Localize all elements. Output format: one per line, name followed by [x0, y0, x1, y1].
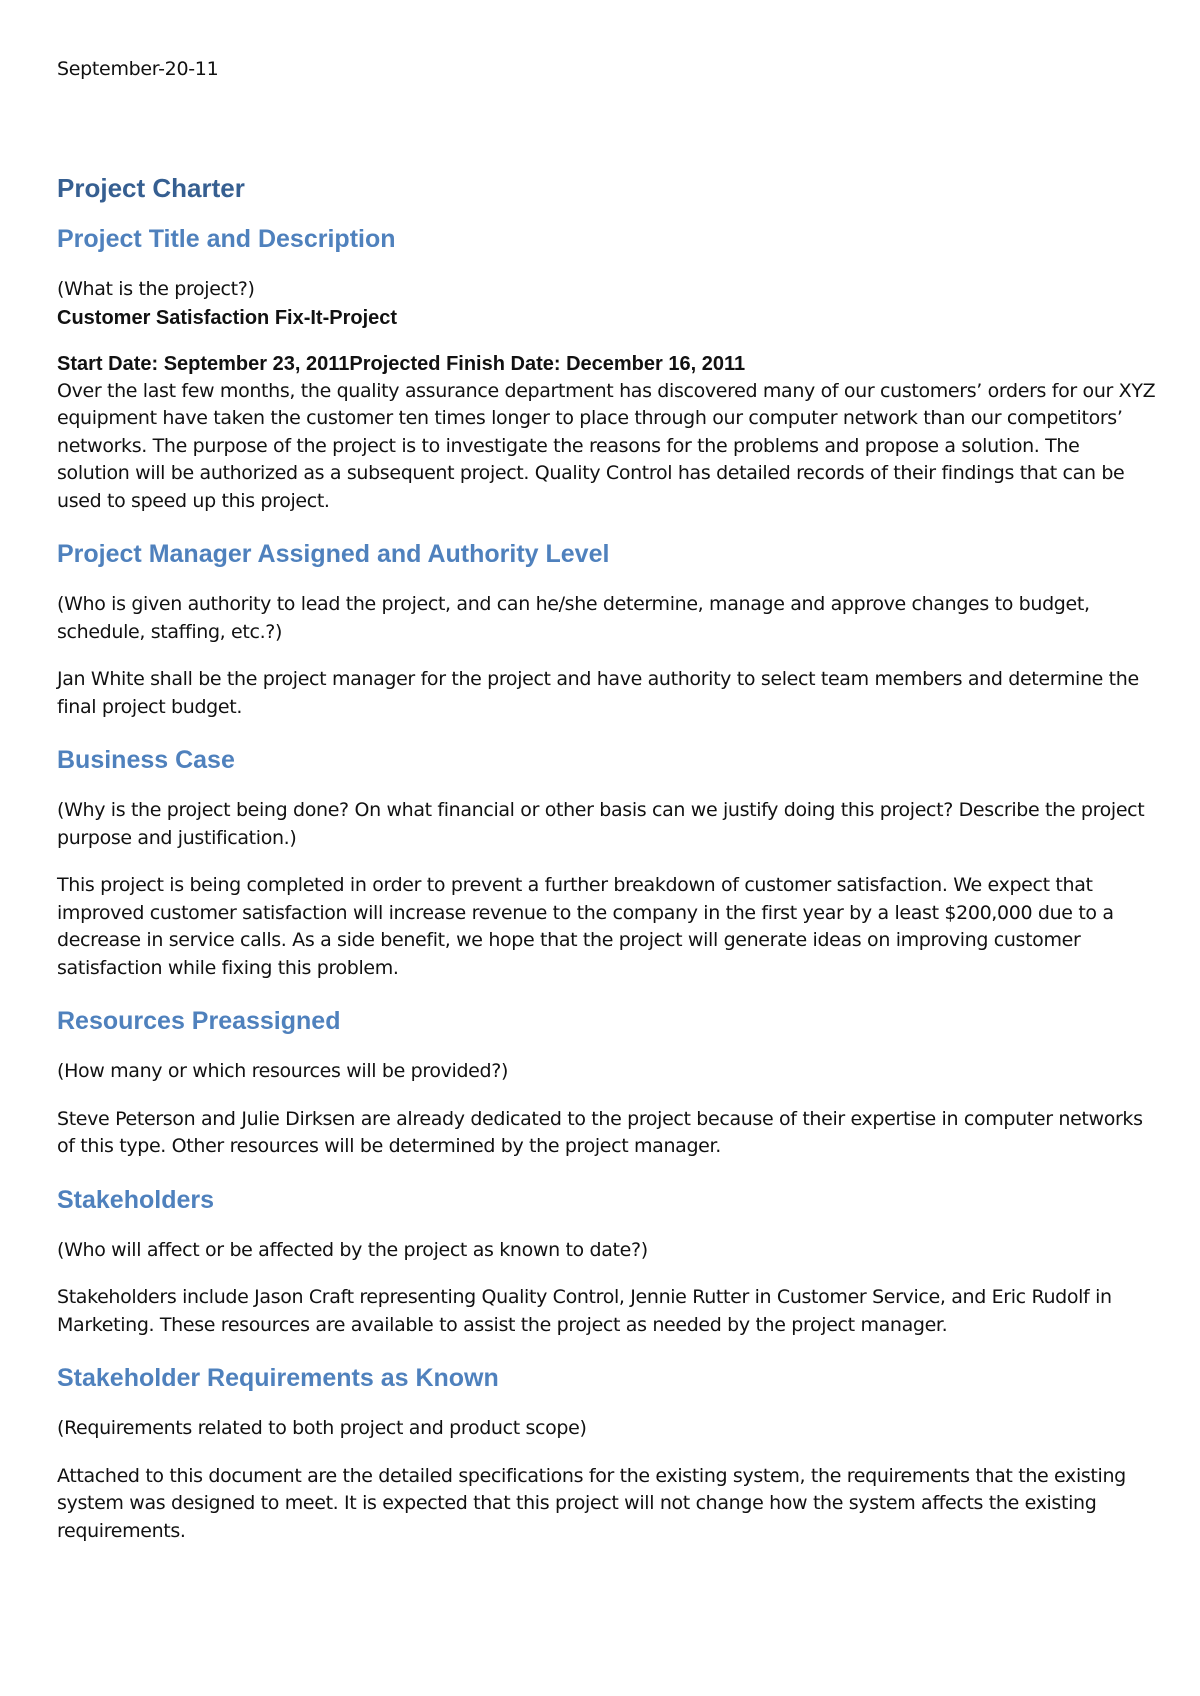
- section-resources: [57, 1006, 1157, 1161]
- section-body: Jan White shall be the project manager for the project and have authority to select team members and determine the final project budget.: [57, 668, 1139, 718]
- project-name: Customer Satisfaction Fix-It-Project: [57, 306, 398, 329]
- section-heading: Business Case: [57, 746, 235, 774]
- section-title-description: [57, 224, 1157, 515]
- section-body: Steve Peterson and Julie Dirksen are already dedicated to the project because of their expertise in computer networks of this type. Other resources will be determined by the project manager.: [57, 1107, 1143, 1157]
- section-heading: Stakeholder Requirements as Known: [57, 1364, 499, 1392]
- document-content: [57, 172, 1157, 1565]
- section-stakeholders: [57, 1185, 1157, 1340]
- section-heading: Resources Preassigned: [57, 1007, 341, 1035]
- section-prompt: (What is the project?): [57, 278, 255, 300]
- section-prompt: (Who will affect or be affected by the project as known to date?): [57, 1238, 648, 1261]
- section-heading: Project Title and Description: [57, 225, 396, 253]
- project-dates: Start Date: September 23, 2011Projected Finish Date: December 16, 2011: [57, 352, 746, 375]
- section-prompt: (How many or which resources will be provided?): [57, 1060, 509, 1082]
- section-manager: [57, 539, 1157, 721]
- section-prompt: (Requirements related to both project and product scope): [57, 1417, 587, 1439]
- section-business-case: [57, 745, 1157, 982]
- section-body: Stakeholders include Jason Craft representing Quality Control, Jennie Rutter in Customer Service, and Eric Rudolf in Marketing. These resources are available to assist the project as needed by the project manager.: [57, 1286, 1112, 1336]
- section-heading: Project Manager Assigned and Authority Level: [57, 540, 610, 568]
- section-body: Attached to this document are the detailed specifications for the existing system, the requirements that the existing system was designed to meet. It is expected that this project will not change how the system affects the existing requirements.: [57, 1464, 1126, 1542]
- section-body: This project is being completed in order to prevent a further breakdown of customer satisfaction. We expect that improved customer satisfaction will increase revenue to the company in the first year by a least $200,000 due to a decrease in service calls. As a side benefit, we hope that the project will generate ideas on improving customer satisfaction while fixing this problem.: [57, 874, 1114, 979]
- section-prompt: (Who is given authority to lead the project, and can he/she determine, manage and approve changes to budget, schedule, staffing, etc.?): [57, 593, 1090, 643]
- section-body: Over the last few months, the quality assurance department has discovered many of our customers’ orders for our XYZ equipment have taken the customer ten times longer to place through our computer network than our competitors’ networks. The purpose of the project is to investigate the reasons for the problems and propose a solution. The solution will be authorized as a subsequent project. Quality Control has detailed records of their findings that can be used to speed up this project.: [57, 379, 1156, 512]
- section-heading: Stakeholders: [57, 1185, 215, 1214]
- section-requirements: [57, 1363, 1157, 1545]
- section-prompt: (Why is the project being done? On what financial or other basis can we justify doing this project? Describe the project purpose and justification.): [57, 799, 1145, 849]
- document-date: September-20-11: [57, 58, 219, 80]
- page-title: Project Charter: [57, 173, 245, 203]
